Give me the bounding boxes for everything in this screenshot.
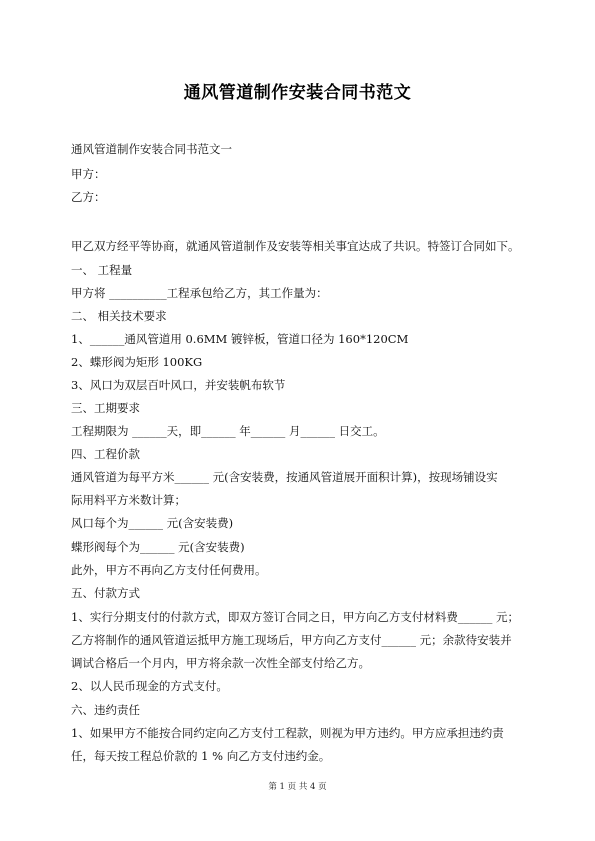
section-heading-2: 二、 相关技术要求 <box>71 309 167 323</box>
intro-paragraph: 甲乙双方经平等协商，就通风管道制作及安装等相关事宜达成了共识。特签订合同如下。 <box>71 239 520 253</box>
body-line: 蝶形阀每个为______ 元(含安装费) <box>71 540 245 554</box>
section-heading-3: 三、工期要求 <box>71 401 140 415</box>
body-line: 际用料平方米数计算； <box>71 493 186 507</box>
body-line: 乙方将制作的通风管道运抵甲方施工现场后，甲方向乙方支付______ 元；余款待安装并 <box>71 633 512 647</box>
section-heading-5: 五、付款方式 <box>71 586 140 600</box>
body-line: 2、以人民币现金的方式支付。 <box>71 679 228 693</box>
body-line: 调试合格后一个月内，甲方将余款一次性全部支付给乙方。 <box>71 656 370 670</box>
body-line: 通风管道为每平方米______ 元(含安装费，按通风管道展开面积计算)，按现场铺设实 <box>71 470 498 484</box>
body-line: 2、蝶形阀为矩形 100KG <box>71 355 203 369</box>
body-line: 此外，甲方不再向乙方支付任何费用。 <box>71 563 267 577</box>
body-line: 甲方将 __________工程承包给乙方，其工作量为： <box>71 286 328 300</box>
body-line: 工程期限为 ______天，即______ 年______ 月______ 日交工。 <box>71 424 385 438</box>
body-line: 风口每个为______ 元(含安装费) <box>71 516 234 530</box>
page-number-footer: 第 1 页 共 4 页 <box>268 782 327 792</box>
party-b-line: 乙方： <box>71 190 106 204</box>
body-line: 3、风口为双层百叶风口，并安装帆布软节 <box>71 378 286 392</box>
body-line: 1、如果甲方不能按合同约定向乙方支付工程款，则视为甲方违约。甲方应承担违约责 <box>71 726 504 740</box>
body-line: 任，每天按工程总价款的 1 % 向乙方支付违约金。 <box>71 749 331 763</box>
section-heading-1: 一、 工程量 <box>71 263 133 277</box>
document-title: 通风管道制作安装合同书范文 <box>183 83 412 103</box>
section-heading-4: 四、工程价款 <box>71 447 140 461</box>
subtitle-line: 通风管道制作安装合同书范文一 <box>71 142 232 156</box>
body-line: 1、实行分期支付的付款方式，即双方签订合同之日，甲方向乙方支付材料费______ 元； <box>71 610 519 624</box>
section-heading-6: 六、违约责任 <box>71 703 140 717</box>
party-a-line: 甲方： <box>71 167 106 181</box>
body-line: 1、______通风管道用 0.6MM 镀锌板，管道口径为 160*120CM <box>71 332 409 346</box>
